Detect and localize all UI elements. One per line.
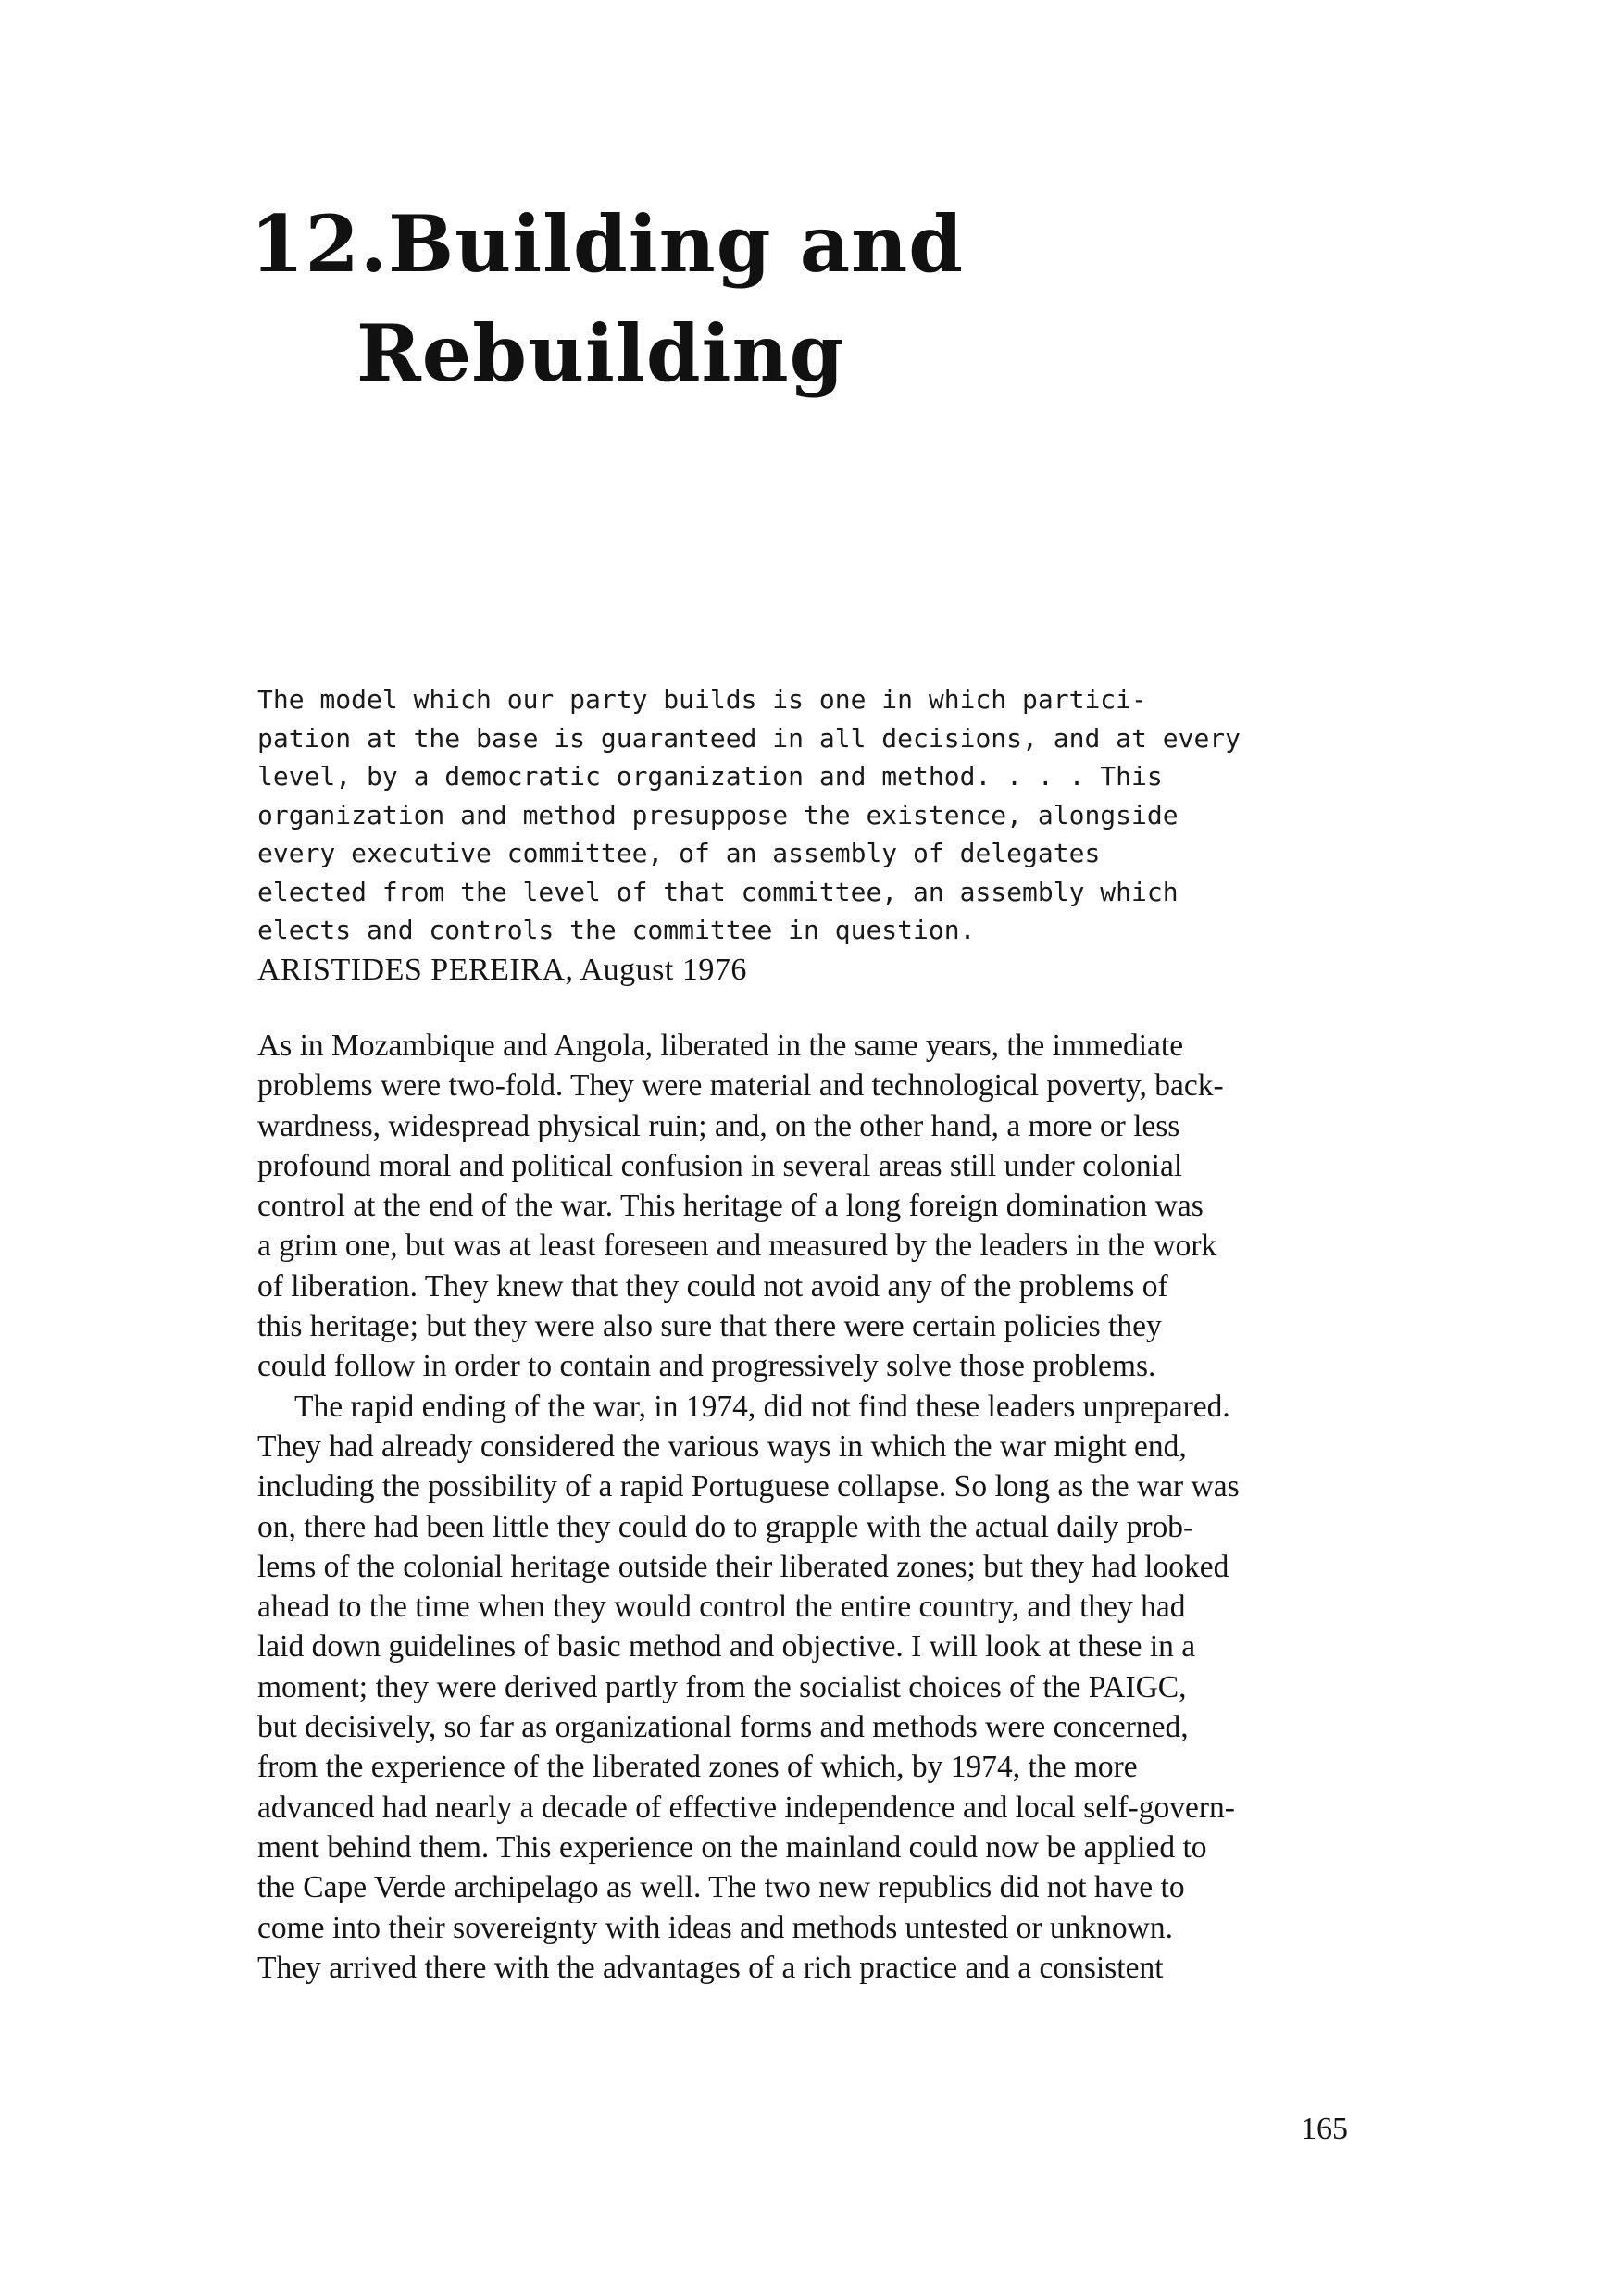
body-line: of liberation. They knew that they could not avoid any of the problems of (257, 1268, 1168, 1304)
epigraph-line: elected from the level of that committee, an assembly which (257, 876, 1179, 907)
epigraph-attribution: ARISTIDES PEREIRA, August 1976 (257, 952, 747, 987)
body-line: The rapid ending of the war, in 1974, did not find these leaders unprepared. (294, 1389, 1230, 1424)
body-line: a grim one, but was at least foreseen and measured by the leaders in the work (257, 1229, 1217, 1264)
epigraph-line: every executive committee, of an assembly of delegates (257, 838, 1101, 868)
epigraph (257, 680, 1241, 989)
body-line: They had already considered the various ways in which the war might end, (257, 1429, 1187, 1464)
chapter-number: 12. (250, 198, 389, 290)
epigraph-line: level, by a democratic organization and method. . . . This (257, 761, 1163, 792)
body-line: but decisively, so far as organizational forms and methods were concerned, (257, 1710, 1189, 1745)
body-line: including the possibility of a rapid Portuguese collapse. So long as the war was (257, 1469, 1240, 1504)
chapter-title-text-1: Building and (388, 198, 964, 290)
body-line: this heritage; but they were also sure that there were certain policies they (257, 1309, 1162, 1344)
body-line: lems of the colonial heritage outside their liberated zones; but they had looked (257, 1549, 1229, 1584)
epigraph-line: organization and method presuppose the existence, alongside (257, 799, 1179, 830)
body-line: They arrived there with the advantages of a rich practice and a consistent (257, 1950, 1164, 1985)
body-line: profound moral and political confusion in several areas still under colonial (257, 1148, 1183, 1183)
body-line: from the experience of the liberated zones of which, by 1974, the more (257, 1750, 1138, 1785)
body-line: ahead to the time when they would control the entire country, and they had (257, 1590, 1186, 1625)
body-line: As in Mozambique and Angola, liberated in the same years, the immediate (257, 1029, 1184, 1063)
body-line: the Cape Verde archipelago as well. The two new republics did not have to (257, 1870, 1185, 1905)
chapter-title-line-2: Rebuilding (356, 307, 845, 399)
body-line: come into their sovereignty with ideas and methods untested or unknown. (257, 1910, 1173, 1945)
body-line: control at the end of the war. This heritage of a long foreign domination was (257, 1189, 1204, 1224)
body-line: ment behind them. This experience on the mainland could now be applied to (257, 1829, 1207, 1865)
body-text (257, 1026, 1396, 1988)
epigraph-line: The model which our party builds is one in which partici- (257, 684, 1147, 715)
body-line: on, there had been little they could do to grapple with the actual daily prob- (257, 1509, 1194, 1544)
body-line: moment; they were derived partly from the socialist choices of the PAIGC, (257, 1669, 1187, 1704)
body-line: could follow in order to contain and progressively solve those problems. (257, 1349, 1156, 1384)
page-number: 165 (1301, 2112, 1348, 2146)
body-line: advanced had nearly a decade of effective independence and local self-govern- (257, 1790, 1235, 1825)
epigraph-line: pation at the base is guaranteed in all decisions, and at every (257, 722, 1241, 754)
chapter-title-line-1 (250, 190, 1083, 299)
chapter-title (250, 190, 1083, 408)
body-line: laid down guidelines of basic method and objective. I will look at these in a (257, 1629, 1196, 1665)
epigraph-line: elects and controls the committee in question. (257, 915, 976, 945)
body-line: problems were two-fold. They were material and technological poverty, back- (257, 1068, 1224, 1104)
body-line: wardness, widespread physical ruin; and, on the other hand, a more or less (257, 1108, 1180, 1143)
